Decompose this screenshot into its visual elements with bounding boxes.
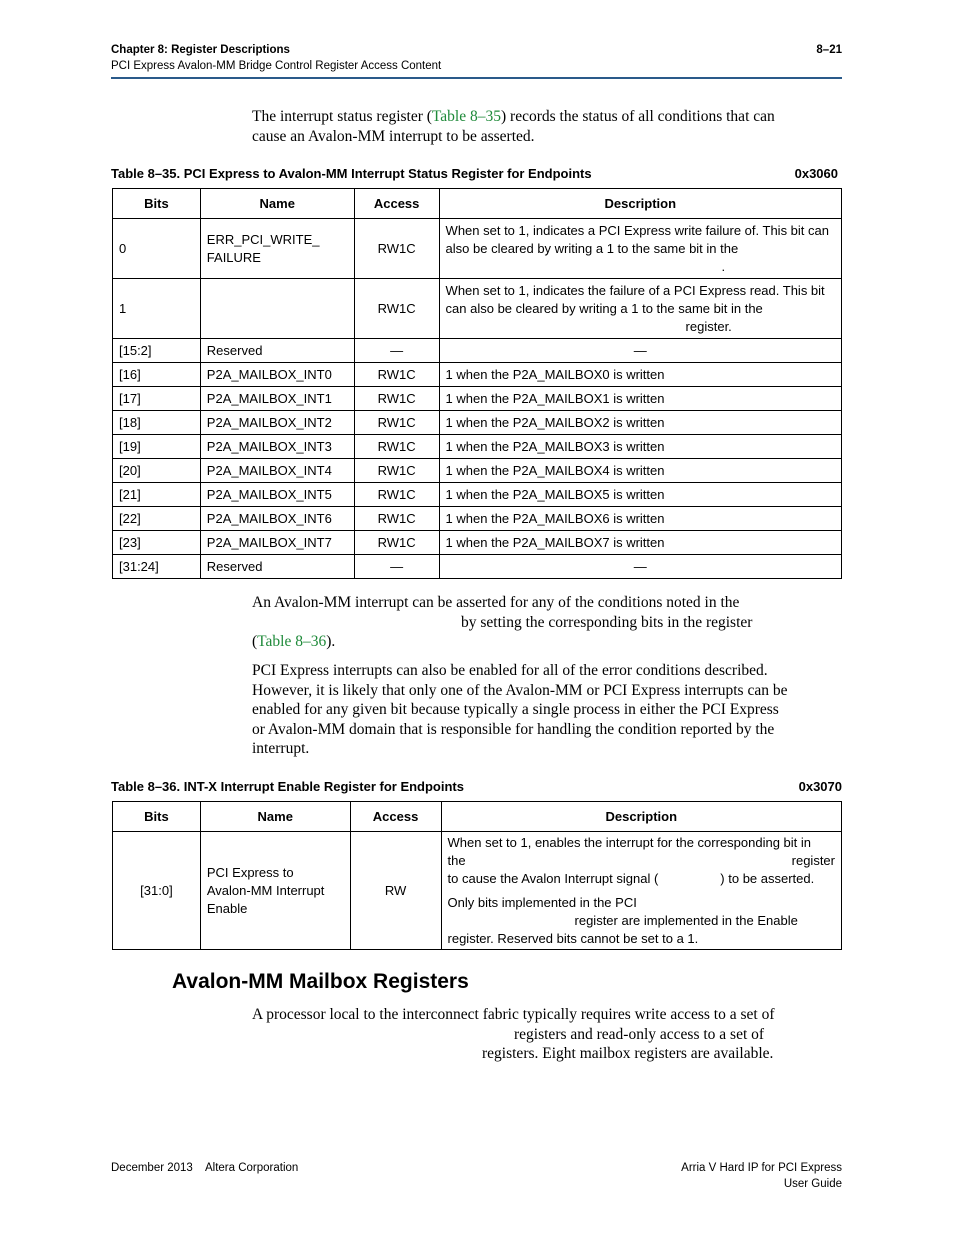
- cell-access: RW1C: [354, 219, 439, 279]
- desc-line: [448, 870, 835, 888]
- cell-description: [439, 219, 841, 279]
- table-row: [113, 507, 842, 531]
- col-header-bits: Bits: [113, 802, 201, 832]
- chapter-title: Chapter 8: Register Descriptions: [111, 44, 290, 56]
- cell-name: [200, 219, 354, 279]
- footer-left: December 2013 Altera Corporation: [111, 1162, 299, 1174]
- cell-access: RW1C: [354, 531, 439, 555]
- cell-bits: 1: [113, 279, 201, 339]
- cell-description: [439, 279, 841, 339]
- table-row: [113, 832, 842, 950]
- cell-name: P2A_MAILBOX_INT0: [200, 363, 354, 387]
- intro-text-before: The interrupt status register (: [252, 108, 432, 125]
- table-row: [113, 363, 842, 387]
- cell-description: 1 when the P2A_MAILBOX5 is written: [439, 483, 841, 507]
- cell-bits: [31:0]: [113, 832, 201, 950]
- cell-bits: [15:2]: [113, 339, 201, 363]
- section-subtitle: PCI Express Avalon-MM Bridge Control Register Access Content: [111, 60, 442, 72]
- cell-description: 1 when the P2A_MAILBOX7 is written: [439, 531, 841, 555]
- cell-description: 1 when the P2A_MAILBOX2 is written: [439, 411, 841, 435]
- table-row: [113, 531, 842, 555]
- cell-name: [200, 279, 354, 339]
- cell-description: [441, 832, 841, 950]
- cell-description: 1 when the P2A_MAILBOX4 is written: [439, 459, 841, 483]
- cell-bits: [31:24]: [113, 555, 201, 579]
- table-row: [113, 411, 842, 435]
- para3-line: interrupt.: [252, 740, 310, 757]
- col-header-access: Access: [350, 802, 441, 832]
- cell-access: RW1C: [354, 483, 439, 507]
- cell-description: 1 when the P2A_MAILBOX0 is written: [439, 363, 841, 387]
- cell-name: Reserved: [200, 555, 354, 579]
- table-row: [113, 435, 842, 459]
- cell-access: RW1C: [354, 363, 439, 387]
- interrupt-status-table: [112, 188, 842, 579]
- desc-line: .: [721, 258, 726, 274]
- table-row: [113, 483, 842, 507]
- desc-line-3a: to cause the Avalon Interrupt signal (: [447, 870, 659, 886]
- section-line-1: A processor local to the interconnect fabric typically requires write access to a set of: [252, 1006, 775, 1023]
- col-header-name: Name: [200, 802, 350, 832]
- table-row: [113, 387, 842, 411]
- col-header-bits: Bits: [113, 189, 201, 219]
- col-header-access: Access: [354, 189, 439, 219]
- table-row: [113, 555, 842, 579]
- interrupt-enable-table: [112, 801, 842, 950]
- col-header-name: Name: [200, 189, 354, 219]
- desc-line: register. Reserved bits cannot be set to a 1.: [447, 930, 699, 946]
- desc-line-2a: the: [447, 852, 466, 868]
- desc-line: Only bits implemented in the PCI: [447, 894, 637, 910]
- table-8-36-caption: Table 8–36. INT-X Interrupt Enable Register for Endpoints: [111, 779, 464, 794]
- table-row: [113, 339, 842, 363]
- col-header-description: Description: [439, 189, 841, 219]
- name-line: Avalon-MM Interrupt: [206, 882, 325, 898]
- desc-line-2b: register: [791, 852, 835, 868]
- cell-bits: 0: [113, 219, 201, 279]
- table-header-row: [113, 189, 842, 219]
- para3-line: PCI Express interrupts can also be enabled for all of the error conditions described.: [252, 662, 768, 679]
- cell-name: [200, 832, 350, 950]
- pcie-interrupts-paragraph: [252, 661, 852, 759]
- desc-line: When set to 1, indicates the failure of a PCI Express read. This bit: [445, 282, 825, 298]
- footer-right-line-2: User Guide: [783, 1178, 842, 1190]
- para2-line-2: by setting the corresponding bits in the register: [461, 613, 753, 631]
- section-line-2: registers and read-only access to a set of: [514, 1025, 765, 1043]
- name-line: PCI Express to: [206, 864, 294, 880]
- cell-access: RW1C: [354, 387, 439, 411]
- cell-name: P2A_MAILBOX_INT2: [200, 411, 354, 435]
- para3-line: or Avalon-MM domain that is responsible for handling the condition reported by the: [252, 720, 775, 738]
- desc-line-3b: ) to be asserted.: [720, 870, 815, 886]
- para2-open: (: [252, 633, 258, 650]
- page-number: 8–21: [816, 44, 842, 56]
- name-line: FAILURE: [206, 249, 261, 265]
- cell-bits: [20]: [113, 459, 201, 483]
- cell-description: 1 when the P2A_MAILBOX3 is written: [439, 435, 841, 459]
- cell-name: P2A_MAILBOX_INT1: [200, 387, 354, 411]
- desc-line: When set to 1, indicates a PCI Express write failure of. This bit can: [445, 222, 829, 238]
- cell-access: RW1C: [354, 411, 439, 435]
- desc-line: register are implemented in the Enable: [574, 912, 798, 928]
- cell-description: —: [439, 339, 841, 363]
- cell-name: P2A_MAILBOX_INT7: [200, 531, 354, 555]
- desc-line: register.: [685, 318, 732, 334]
- cell-name: P2A_MAILBOX_INT5: [200, 483, 354, 507]
- footer-right-line-1: Arria V Hard IP for PCI Express: [681, 1162, 842, 1174]
- para2-close: ).: [326, 633, 336, 650]
- cell-name: Reserved: [200, 339, 354, 363]
- name-line: Enable: [206, 900, 248, 916]
- name-line: ERR_PCI_WRITE_: [206, 231, 320, 247]
- intro-line-2: cause an Avalon-MM interrupt to be asserted.: [252, 127, 535, 145]
- cell-name: P2A_MAILBOX_INT4: [200, 459, 354, 483]
- mailbox-paragraph: [252, 1005, 852, 1064]
- para3-line: However, it is likely that only one of the Avalon-MM or PCI Express interrupts can be: [252, 681, 788, 699]
- cell-bits: [16]: [113, 363, 201, 387]
- table-8-36-address: 0x3070: [798, 779, 842, 794]
- cell-access: RW1C: [354, 459, 439, 483]
- desc-line: can also be cleared by writing a 1 to the same bit in the: [445, 300, 763, 316]
- cell-access: RW1C: [354, 279, 439, 339]
- cell-description: —: [439, 555, 841, 579]
- section-line-3: registers. Eight mailbox registers are available.: [482, 1045, 774, 1062]
- cell-name: P2A_MAILBOX_INT3: [200, 435, 354, 459]
- cell-bits: [22]: [113, 507, 201, 531]
- cell-bits: [18]: [113, 411, 201, 435]
- intro-text-after: ) records the status of all conditions that can: [501, 108, 775, 125]
- cell-access: RW: [350, 832, 441, 950]
- table-row: [113, 279, 842, 339]
- cell-access: RW1C: [354, 435, 439, 459]
- header-rule: [111, 77, 842, 79]
- cell-bits: [23]: [113, 531, 201, 555]
- cell-description: 1 when the P2A_MAILBOX1 is written: [439, 387, 841, 411]
- table-8-35-address: 0x3060: [794, 166, 838, 181]
- desc-line: When set to 1, enables the interrupt for the corresponding bit in: [447, 834, 812, 850]
- table-8-35-link[interactable]: Table 8–35: [431, 108, 501, 125]
- table-8-35-caption: Table 8–35. PCI Express to Avalon-MM Interrupt Status Register for Endpoints: [111, 166, 592, 181]
- para3-line: enabled for any given bit because typically a single process in either the PCI Express: [252, 701, 779, 718]
- section-heading: Avalon-MM Mailbox Registers: [172, 970, 469, 993]
- table-row: [113, 459, 842, 483]
- cell-access: RW1C: [354, 507, 439, 531]
- table-8-36-link[interactable]: Table 8–36: [257, 633, 327, 650]
- col-header-description: Description: [441, 802, 841, 832]
- table-header-row: [113, 802, 842, 832]
- interrupt-paragraph: [252, 593, 852, 652]
- table-row: [113, 219, 842, 279]
- desc-line: also be cleared by writing a 1 to the same bit in the: [445, 240, 739, 256]
- cell-bits: [17]: [113, 387, 201, 411]
- para2-line-1: An Avalon-MM interrupt can be asserted for any of the conditions noted in the: [252, 594, 740, 611]
- cell-description: 1 when the P2A_MAILBOX6 is written: [439, 507, 841, 531]
- intro-paragraph: [252, 107, 852, 146]
- cell-name: P2A_MAILBOX_INT6: [200, 507, 354, 531]
- cell-bits: [19]: [113, 435, 201, 459]
- desc-line: [448, 852, 835, 870]
- cell-access: —: [354, 339, 439, 363]
- cell-access: —: [354, 555, 439, 579]
- cell-bits: [21]: [113, 483, 201, 507]
